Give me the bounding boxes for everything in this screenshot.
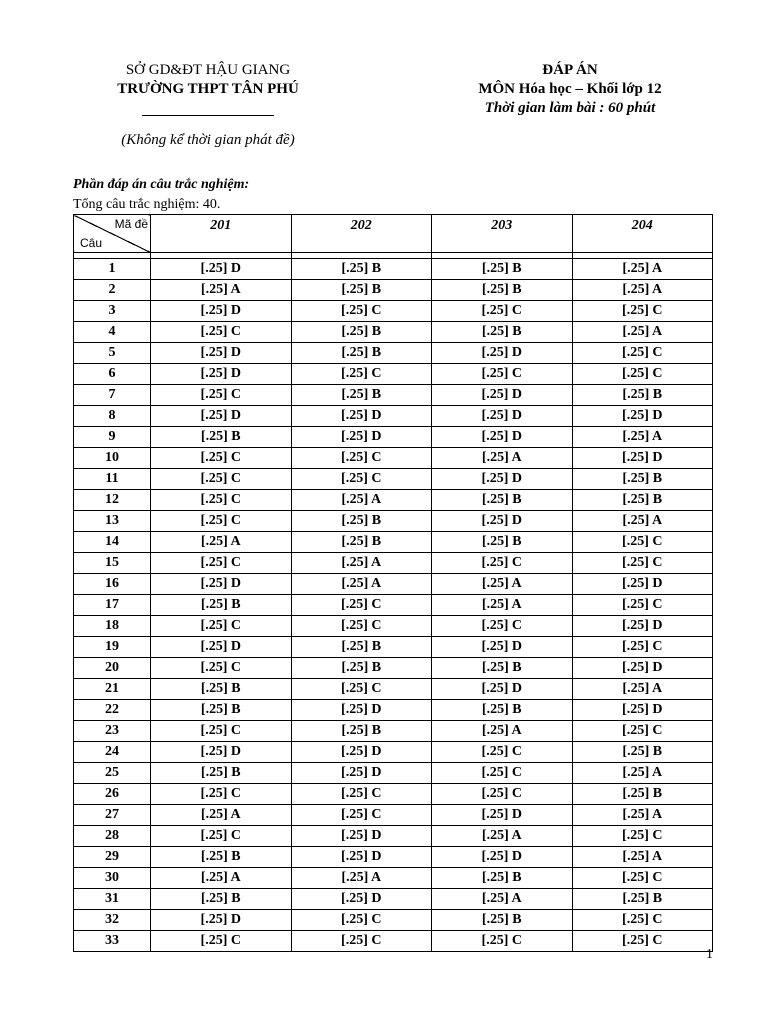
exam-code-header: 203 <box>432 215 573 253</box>
answer-cell: [.25] C <box>291 364 432 385</box>
table-row <box>74 931 713 952</box>
answer-cell: [.25] D <box>432 637 573 658</box>
answer-cell: [.25] A <box>432 574 573 595</box>
table-row <box>74 763 713 784</box>
table-row <box>74 658 713 679</box>
answer-cell: [.25] C <box>572 931 713 952</box>
answer-cell: [.25] C <box>291 910 432 931</box>
question-number-cell: 20 <box>74 658 151 679</box>
question-number-cell: 18 <box>74 616 151 637</box>
answer-cell: [.25] B <box>151 679 292 700</box>
answer-cell: [.25] C <box>291 805 432 826</box>
answer-cell: [.25] A <box>572 322 713 343</box>
question-number-cell: 11 <box>74 469 151 490</box>
answer-cell: [.25] B <box>572 385 713 406</box>
answer-cell: [.25] B <box>432 259 573 280</box>
answer-cell: [.25] C <box>151 448 292 469</box>
answer-cell: [.25] C <box>572 721 713 742</box>
table-row <box>74 595 713 616</box>
time-note <box>80 132 336 149</box>
answer-cell: [.25] C <box>151 826 292 847</box>
answer-cell: [.25] D <box>291 847 432 868</box>
header-left <box>80 61 336 116</box>
answer-cell: [.25] B <box>432 868 573 889</box>
table-row <box>74 679 713 700</box>
table-row <box>74 427 713 448</box>
answer-cell: [.25] D <box>151 259 292 280</box>
answer-cell: [.25] C <box>432 784 573 805</box>
answer-cell: [.25] C <box>151 658 292 679</box>
answer-cell: [.25] D <box>432 469 573 490</box>
answer-cell: [.25] B <box>151 595 292 616</box>
table-row <box>74 700 713 721</box>
answer-cell: [.25] A <box>432 595 573 616</box>
header-right <box>440 61 700 118</box>
question-number-cell: 2 <box>74 280 151 301</box>
table-row <box>74 721 713 742</box>
answer-cell: [.25] C <box>572 532 713 553</box>
answer-cell: [.25] C <box>432 553 573 574</box>
answer-cell: [.25] C <box>432 931 573 952</box>
answer-cell: [.25] B <box>291 532 432 553</box>
question-label: Câu <box>80 236 103 250</box>
table-row <box>74 532 713 553</box>
question-number-cell: 28 <box>74 826 151 847</box>
answer-cell: [.25] A <box>572 805 713 826</box>
question-number-cell: 15 <box>74 553 151 574</box>
table-row <box>74 490 713 511</box>
answer-cell: [.25] A <box>572 511 713 532</box>
answer-cell: [.25] D <box>291 406 432 427</box>
answer-cell: [.25] D <box>151 574 292 595</box>
table-row <box>74 847 713 868</box>
question-number-cell: 16 <box>74 574 151 595</box>
answer-cell: [.25] C <box>151 385 292 406</box>
total-questions: Tổng câu trắc nghiệm: 40. <box>73 197 221 212</box>
answer-cell: [.25] B <box>291 721 432 742</box>
question-number-cell: 14 <box>74 532 151 553</box>
page-number: 1 <box>706 947 713 962</box>
answer-title: ĐÁP ÁN <box>542 62 598 78</box>
answer-cell: [.25] C <box>572 595 713 616</box>
answer-cell: [.25] C <box>291 679 432 700</box>
table-row <box>74 301 713 322</box>
subject-line: MÔN Hóa học – Khối lớp 12 <box>478 81 662 97</box>
answer-cell: [.25] A <box>151 280 292 301</box>
answer-table-body <box>74 253 713 952</box>
table-row <box>74 742 713 763</box>
question-number-cell: 7 <box>74 385 151 406</box>
answer-cell: [.25] B <box>151 847 292 868</box>
answer-cell: [.25] C <box>151 469 292 490</box>
answer-cell: [.25] C <box>572 868 713 889</box>
question-number-cell: 33 <box>74 931 151 952</box>
answer-cell: [.25] A <box>291 574 432 595</box>
question-number-cell: 12 <box>74 490 151 511</box>
table-row <box>74 511 713 532</box>
answer-cell: [.25] B <box>151 763 292 784</box>
answer-cell: [.25] C <box>151 721 292 742</box>
answer-cell: [.25] D <box>432 679 573 700</box>
table-row <box>74 616 713 637</box>
answer-cell: [.25] C <box>151 511 292 532</box>
answer-cell: [.25] B <box>572 490 713 511</box>
answer-cell: [.25] C <box>291 448 432 469</box>
question-number-cell: 19 <box>74 637 151 658</box>
answer-cell: [.25] A <box>151 868 292 889</box>
answer-cell: [.25] B <box>291 343 432 364</box>
exam-code-header: 204 <box>572 215 713 253</box>
answer-cell: [.25] A <box>432 889 573 910</box>
answer-cell: [.25] C <box>572 301 713 322</box>
question-number-cell: 24 <box>74 742 151 763</box>
answer-cell: [.25] B <box>151 700 292 721</box>
answer-cell: [.25] B <box>572 784 713 805</box>
answer-cell: [.25] C <box>151 931 292 952</box>
answer-cell: [.25] B <box>432 490 573 511</box>
diagonal-header-cell <box>74 215 151 253</box>
answer-cell: [.25] C <box>291 595 432 616</box>
question-number-cell: 13 <box>74 511 151 532</box>
answer-cell: [.25] A <box>572 280 713 301</box>
answer-cell: [.25] C <box>572 826 713 847</box>
table-row <box>74 469 713 490</box>
answer-cell: [.25] A <box>572 847 713 868</box>
table-row <box>74 280 713 301</box>
answer-cell: [.25] D <box>151 406 292 427</box>
question-number-cell: 4 <box>74 322 151 343</box>
answer-cell: [.25] B <box>432 322 573 343</box>
answer-cell: [.25] D <box>151 343 292 364</box>
exam-code-label: Mã đề <box>114 217 148 231</box>
question-number-cell: 22 <box>74 700 151 721</box>
answer-cell: [.25] B <box>291 322 432 343</box>
table-row <box>74 637 713 658</box>
question-number-cell: 9 <box>74 427 151 448</box>
answer-cell: [.25] D <box>572 700 713 721</box>
answer-cell: [.25] B <box>291 658 432 679</box>
table-row <box>74 910 713 931</box>
answer-table <box>73 214 713 952</box>
answer-cell: [.25] C <box>291 469 432 490</box>
answer-cell: [.25] D <box>432 847 573 868</box>
answer-cell: [.25] D <box>291 889 432 910</box>
question-number-cell: 27 <box>74 805 151 826</box>
table-header-row <box>74 215 713 253</box>
answer-cell: [.25] A <box>572 763 713 784</box>
answer-cell: [.25] C <box>151 784 292 805</box>
answer-cell: [.25] B <box>572 742 713 763</box>
table-row <box>74 868 713 889</box>
answer-cell: [.25] D <box>432 406 573 427</box>
answer-cell: [.25] D <box>572 658 713 679</box>
answer-cell: [.25] D <box>432 805 573 826</box>
answer-cell: [.25] C <box>291 301 432 322</box>
answer-cell: [.25] D <box>432 511 573 532</box>
answer-cell: [.25] C <box>572 910 713 931</box>
question-number-cell: 10 <box>74 448 151 469</box>
question-number-cell: 32 <box>74 910 151 931</box>
answer-cell: [.25] D <box>572 574 713 595</box>
answer-cell: [.25] B <box>291 259 432 280</box>
table-row <box>74 574 713 595</box>
answer-cell: [.25] A <box>572 259 713 280</box>
answer-cell: [.25] B <box>151 889 292 910</box>
answer-cell: [.25] C <box>432 742 573 763</box>
question-number-cell: 6 <box>74 364 151 385</box>
answer-cell: [.25] D <box>291 763 432 784</box>
answer-cell: [.25] D <box>291 826 432 847</box>
answer-cell: [.25] C <box>572 343 713 364</box>
answer-cell: [.25] B <box>291 637 432 658</box>
question-number-cell: 5 <box>74 343 151 364</box>
answer-cell: [.25] C <box>432 301 573 322</box>
question-number-cell: 1 <box>74 259 151 280</box>
answer-cell: [.25] D <box>291 427 432 448</box>
table-row <box>74 343 713 364</box>
question-number-cell: 21 <box>74 679 151 700</box>
answer-cell: [.25] D <box>572 406 713 427</box>
question-number-cell: 31 <box>74 889 151 910</box>
answer-cell: [.25] D <box>151 364 292 385</box>
answer-cell: [.25] C <box>572 364 713 385</box>
answer-cell: [.25] D <box>432 385 573 406</box>
table-row <box>74 805 713 826</box>
exam-code-header: 201 <box>151 215 292 253</box>
question-number-cell: 26 <box>74 784 151 805</box>
answer-cell: [.25] D <box>291 742 432 763</box>
answer-cell: [.25] D <box>151 301 292 322</box>
answer-cell: [.25] C <box>151 553 292 574</box>
table-row <box>74 826 713 847</box>
school-name: TRƯỜNG THPT TÂN PHÚ <box>117 81 299 97</box>
header-divider <box>142 115 274 116</box>
answer-cell: [.25] C <box>432 364 573 385</box>
answer-cell: [.25] A <box>291 868 432 889</box>
answer-cell: [.25] C <box>291 931 432 952</box>
answer-cell: [.25] C <box>572 553 713 574</box>
answer-cell: [.25] B <box>572 469 713 490</box>
answer-cell: [.25] A <box>291 490 432 511</box>
answer-cell: [.25] B <box>432 280 573 301</box>
answer-cell: [.25] A <box>291 553 432 574</box>
section-title: Phần đáp án câu trắc nghiệm: <box>73 177 250 192</box>
table-row <box>74 889 713 910</box>
department-name: SỞ GD&ĐT HẬU GIANG <box>125 62 291 78</box>
answer-cell: [.25] D <box>151 910 292 931</box>
answer-cell: [.25] A <box>151 805 292 826</box>
answer-cell: [.25] B <box>432 910 573 931</box>
question-number-cell: 25 <box>74 763 151 784</box>
answer-cell: [.25] C <box>151 490 292 511</box>
table-row <box>74 322 713 343</box>
answer-cell: [.25] B <box>291 280 432 301</box>
answer-cell: [.25] C <box>291 616 432 637</box>
answer-cell: [.25] B <box>291 511 432 532</box>
exam-code-header: 202 <box>291 215 432 253</box>
question-number-cell: 30 <box>74 868 151 889</box>
answer-cell: [.25] B <box>572 889 713 910</box>
question-number-cell: 29 <box>74 847 151 868</box>
answer-cell: [.25] A <box>572 427 713 448</box>
answer-cell: [.25] C <box>291 784 432 805</box>
question-number-cell: 8 <box>74 406 151 427</box>
answer-cell: [.25] D <box>572 448 713 469</box>
answer-cell: [.25] B <box>151 427 292 448</box>
question-number-cell: 17 <box>74 595 151 616</box>
answer-cell: [.25] D <box>432 427 573 448</box>
answer-cell: [.25] C <box>151 616 292 637</box>
answer-cell: [.25] D <box>151 637 292 658</box>
table-row <box>74 364 713 385</box>
answer-cell: [.25] D <box>432 343 573 364</box>
answer-cell: [.25] D <box>572 616 713 637</box>
answer-cell: [.25] A <box>432 448 573 469</box>
answer-cell: [.25] D <box>151 742 292 763</box>
answer-cell: [.25] A <box>572 679 713 700</box>
table-row <box>74 448 713 469</box>
table-row <box>74 553 713 574</box>
exam-time: Thời gian làm bài : 60 phút <box>484 100 656 116</box>
question-number-cell: 23 <box>74 721 151 742</box>
answer-cell: [.25] A <box>432 826 573 847</box>
answer-cell: [.25] C <box>572 637 713 658</box>
answer-cell: [.25] C <box>432 616 573 637</box>
answer-cell: [.25] B <box>291 385 432 406</box>
table-row <box>74 784 713 805</box>
answer-cell: [.25] C <box>432 763 573 784</box>
answer-cell: [.25] A <box>151 532 292 553</box>
question-number-cell: 3 <box>74 301 151 322</box>
answer-cell: [.25] B <box>432 532 573 553</box>
table-row <box>74 406 713 427</box>
time-note-text: (Không kể thời gian phát đề) <box>121 132 295 148</box>
table-row <box>74 259 713 280</box>
answer-cell: [.25] B <box>432 700 573 721</box>
answer-cell: [.25] B <box>432 658 573 679</box>
answer-cell: [.25] D <box>291 700 432 721</box>
answer-cell: [.25] A <box>432 721 573 742</box>
answer-cell: [.25] C <box>151 322 292 343</box>
table-row <box>74 385 713 406</box>
